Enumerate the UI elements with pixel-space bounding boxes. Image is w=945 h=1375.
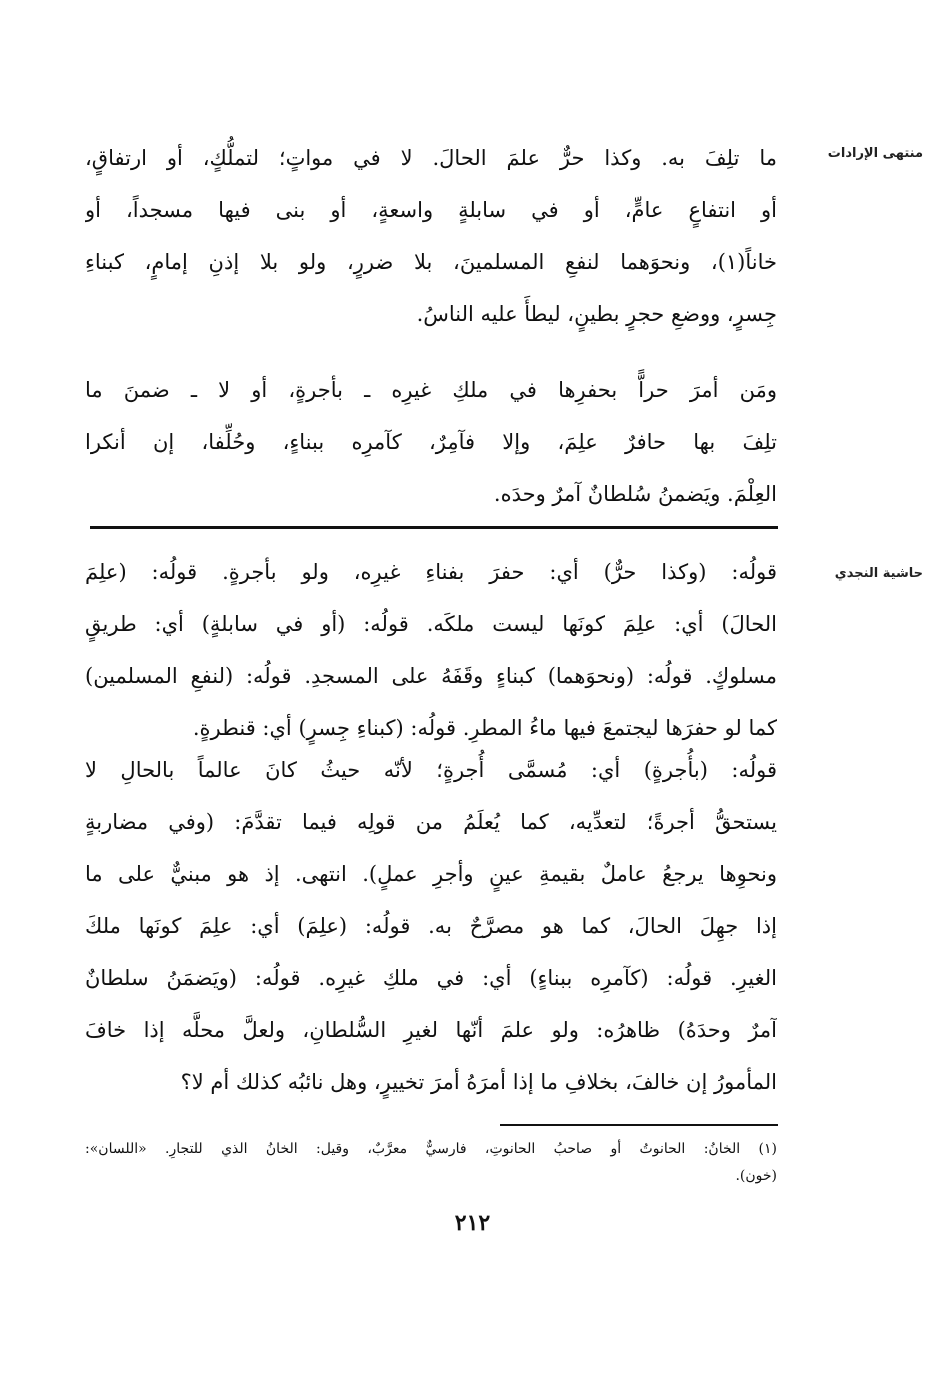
text-line: يستحقُّ أجرةً؛ لتعدِّيه، كما يُعلَمُ من قولِه فيما تقدَّمَ: (وفي مضاربةٍ xyxy=(85,810,777,834)
text-line: المأمورُ إن خالفَ، بخلافِ ما إذا أمرَهُ أمرَ تخييرٍ، وهل نائبُه كذلك أم لا؟ xyxy=(180,1070,777,1094)
text-line: خاناً(١)، ونحوَهما لنفعِ المسلمينَ، بلا ضررٍ، ولو بلا إذنِ إمامٍ، كبناءِ xyxy=(85,250,777,274)
text-line: أو انتفاعٍ عامٍّ، أو في سابلةٍ واسعةٍ، أو بنى فيها مسجداً، أو xyxy=(85,198,777,222)
footnote xyxy=(85,1136,777,1190)
text-line: ما تلِفَ به. وكذا حرٌّ علمَ الحالَ. لا في مواتٍ؛ لتملُّكٍ، أو ارتفاقٍ، xyxy=(85,146,777,170)
commentary-paragraph-2 xyxy=(85,744,777,1108)
page-number: ٢١٢ xyxy=(454,1210,491,1236)
text-line: الغيرِ. قولُه: (كآمرِه ببناءٍ) أي: في ملكِ غيرِه. قولُه: (ويَضمَنُ سلطانٌ xyxy=(85,966,777,990)
text-line: إذا جهِلَ الحالَ، كما هو مصرَّحٌ به. قولُه: (علِمَ) أي: علِمَ كونَها ملكَ xyxy=(85,914,777,938)
text-line: جِسرٍ، ووضعِ حجرٍ بطينٍ، ليطأَ عليه الناسُ. xyxy=(416,302,777,326)
text-line: كما لو حفرَها ليجتمعَ فيها ماءُ المطرِ. قولُه: (كبناءِ جِسرٍ) أي: قنطرةٍ. xyxy=(192,716,777,740)
text-line: آمرٌ وحدَهُ) ظاهرُه: ولو علمَ أنّها لغيرِ السُّلطانِ، ولعلَّ محلَّه إذا خافَ xyxy=(85,1018,777,1042)
main-paragraph-1 xyxy=(85,132,777,340)
text-line: ومَن أمرَ حراًّ بحفرِها في ملكِ غيرِه ـ بأجرةٍ، أو لا ـ ضمنَ ما xyxy=(85,378,777,402)
text-line: ونحوِها يرجعُ عاملٌ بقيمةِ عينٍ وأجرِ عملٍ). انتهى. إذ هو مبنيٌّ على ما xyxy=(85,862,777,886)
text-line: قولُه: (وكذا حرٌّ) أي: حفرَ بفناءِ غيرِه، ولو بأجرةٍ. قولُه: (علِمَ xyxy=(85,560,777,584)
footnote-divider xyxy=(500,1124,778,1126)
text-line: الحالَ) أي: علِمَ كونَها ليست ملكَه. قولُه: (أو في سابلةٍ) أي: طريقٍ xyxy=(85,612,777,636)
text-line: مسلوكٍ. قولُه: (ونحوَهما) كبناءٍ وقَفَهُ على المسجدِ. قولُه: (لنفعِ المسلمين) xyxy=(85,664,777,688)
text-line: تلِفَ بها حافرٌ علِمَ، وإلا فآمِرٌ، كآمرِه ببناءٍ، وحُلِّفا، إن أنكرا xyxy=(85,430,777,454)
section-divider xyxy=(90,526,778,529)
footnote-line: (خون). xyxy=(735,1168,777,1184)
main-text-label: منتهى الإرادات xyxy=(827,146,923,161)
text-line: قولُه: (بأُجرةٍ) أي: مُسمَّى أُجرةٍ؛ لأنّه حيثُ كانَ عالماً بالحالِ لا xyxy=(85,758,777,782)
commentary-label: حاشية النجدي xyxy=(834,566,923,581)
main-paragraph-2 xyxy=(85,364,777,520)
footnote-line: (١) الخانُ: الحانوتُ أو صاحبُ الحانوتِ، فارسيٌّ معرَّبٌ، وقيل: الخانُ الذي للتجارِ. «اللسان»: xyxy=(85,1141,777,1157)
commentary-paragraph-1 xyxy=(85,546,777,754)
text-line: العِلْمَ. ويَضمنُ سُلطانٌ آمرٌ وحدَه. xyxy=(493,482,777,506)
